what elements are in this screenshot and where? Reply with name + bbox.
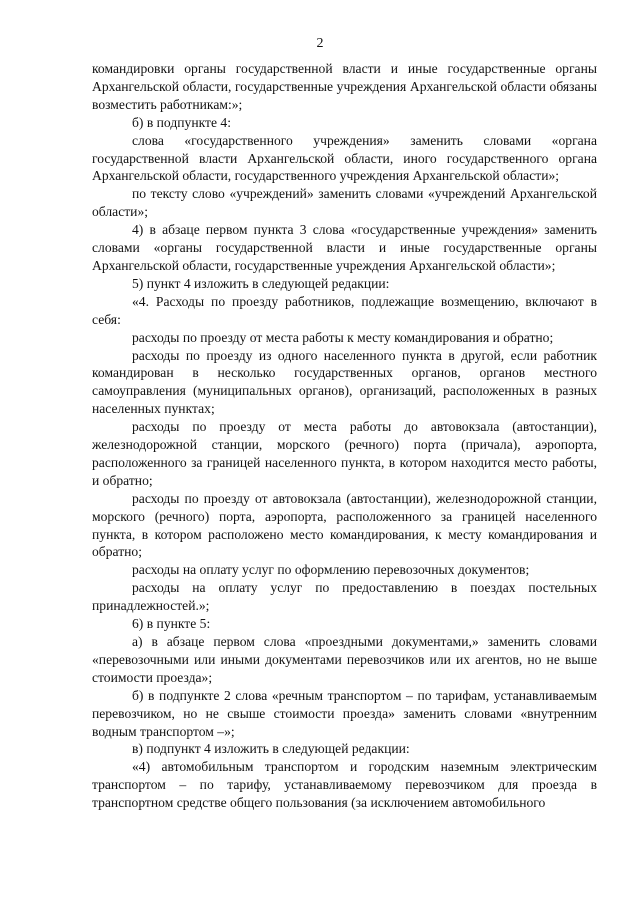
- paragraph-9: расходы по проезду из одного населенного пункта в другой, если работник командирован в несколько государственных органов, органов местного самоуправления (муниципальных органов), организаций, расположенных в разных населенных пунктах;: [92, 347, 597, 417]
- paragraph-16: б) в подпункте 2 слова «речным транспортом – по тарифам, устанавливаемым перевозчиком, но не свыше стоимости проезда» заменить словами «внутренним водным транспортом –»;: [92, 687, 597, 739]
- paragraph-11: расходы по проезду от автовокзала (автостанции), железнодорожной станции, морского (речного) порта, аэропорта, расположенного за границей населенного пункта, в котором расположено место командирования, к месту командирования и обратно;: [92, 490, 597, 560]
- paragraph-18: «4) автомобильным транспортом и городским наземным электрическим транспортом – по тарифу, устанавливаемому перевозчиком для проезда в транспортном средстве общего пользования (за исключением автомобильного: [92, 759, 597, 811]
- paragraph-13: расходы на оплату услуг по предоставлению в поездах постельных принадлежностей.»;: [92, 580, 597, 614]
- paragraph-14: 6) в пункте 5:: [132, 616, 211, 632]
- paragraph-17: в) подпункт 4 изложить в следующей редакции:: [132, 741, 410, 757]
- paragraph-8: расходы по проезду от места работы к месту командирования и обратно;: [132, 329, 554, 345]
- paragraph-12: расходы на оплату услуг по оформлению перевозочных документов;: [132, 562, 530, 578]
- document-body: [92, 60, 597, 812]
- paragraph-15: а) в абзаце первом слова «проездными документами,» заменить словами «перевозочными или иными документами перевозчиков или их агентов, но не выше стоимости проезда»;: [92, 634, 597, 685]
- paragraph-2: б) в подпункте 4:: [132, 114, 231, 130]
- paragraph-3: слова «государственного учреждения» заменить словами «органа государственной власти Архангельской области, иного государственного органа Архангельской области, государственного учреждения Архангельской области»;: [92, 132, 597, 184]
- paragraph-1: командировки органы государственной власти и иные государственные органы Архангельской области, государственные учреждения Архангельской области обязаны возместить работникам:»;: [92, 61, 597, 112]
- paragraph-6: 5) пункт 4 изложить в следующей редакции:: [132, 275, 390, 291]
- paragraph-7: «4. Расходы по проезду работников, подлежащие возмещению, включают в себя:: [92, 293, 597, 327]
- paragraph-5: 4) в абзаце первом пункта 3 слова «государственные учреждения» заменить словами «органы государственной власти и иные государственные органы Архангельской области, государственные учреждения Архангельской области»;: [92, 222, 597, 273]
- page-number: 2: [316, 36, 324, 51]
- paragraph-10: расходы по проезду от места работы до автовокзала (автостанции), железнодорожной станции, морского (речного) порта (причала), аэропорта, расположенного за границей населенного пункта, в котором находится место работы, и обратно;: [92, 419, 597, 488]
- paragraph-4: по тексту слово «учреждений» заменить словами «учреждений Архангельской области»;: [92, 186, 597, 220]
